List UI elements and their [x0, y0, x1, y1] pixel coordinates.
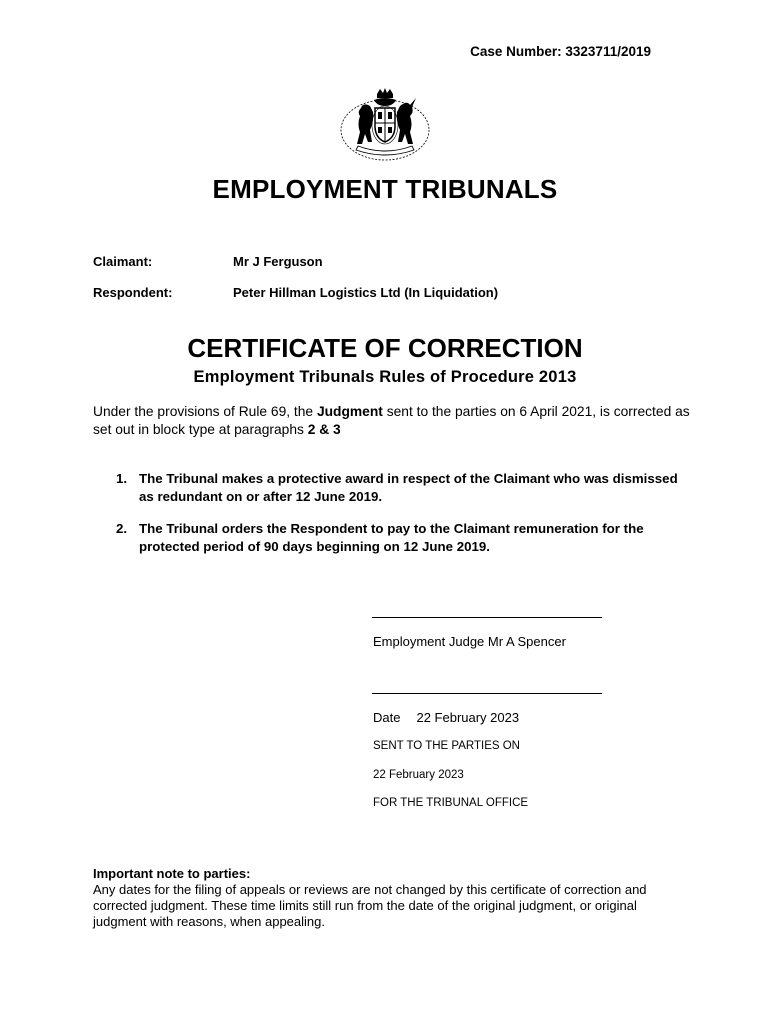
- sent-date: 22 February 2023: [373, 769, 464, 781]
- judge-name: Employment Judge Mr A Spencer: [373, 634, 566, 649]
- case-number: Case Number: 3323711/2019: [470, 44, 651, 59]
- note-heading: Important note to parties:: [93, 866, 251, 881]
- certificate-subtitle: Employment Tribunals Rules of Procedure 2013: [193, 368, 577, 386]
- date-value: 22 February 2023: [416, 710, 520, 725]
- list-item: [116, 470, 686, 506]
- list-item-text: The Tribunal makes a protective award in respect of the Claimant who was dismissed as redundant on or after 12 June 2019.: [139, 471, 678, 504]
- intro-text-2: sent to the parties on 6 April 2021, is corrected as set out in block type at paragraphs: [93, 404, 690, 437]
- intro-paragraphs-bold: 2 & 3: [307, 422, 341, 437]
- list-item-number: 2.: [116, 521, 128, 536]
- royal-crest-icon: [330, 86, 440, 162]
- list-item-number: 1.: [116, 471, 128, 486]
- sent-label: SENT TO THE PARTIES ON: [373, 740, 520, 752]
- date-row: [373, 710, 519, 725]
- claimant-label: Claimant:: [93, 254, 153, 269]
- note-text: Any dates for the filing of appeals or reviews are not changed by this certificate of correction and corrected judgment. These time limits still run from the date of the original judgment, or original judgment with reasons, when appealing.: [93, 882, 647, 929]
- claimant-value: Mr J Ferguson: [233, 254, 323, 269]
- respondent-value: Peter Hillman Logistics Ltd (In Liquidation): [233, 285, 499, 300]
- certificate-title: CERTIFICATE OF CORRECTION: [187, 333, 583, 363]
- signature-line: [372, 617, 602, 618]
- intro-text-1: Under the provisions of Rule 69, the: [93, 404, 317, 419]
- list-item: [116, 520, 686, 556]
- date-signature-line: [372, 693, 602, 694]
- page-title: EMPLOYMENT TRIBUNALS: [212, 174, 558, 204]
- list-item-text: The Tribunal orders the Respondent to pay to the Claimant remuneration for the protected period of 90 days beginning on 12 June 2019.: [139, 521, 644, 554]
- tribunal-office: FOR THE TRIBUNAL OFFICE: [373, 797, 529, 809]
- respondent-label: Respondent:: [93, 285, 173, 300]
- date-label: Date: [373, 710, 401, 725]
- intro-paragraph: [93, 403, 693, 439]
- intro-judgment-bold: Judgment: [316, 404, 383, 419]
